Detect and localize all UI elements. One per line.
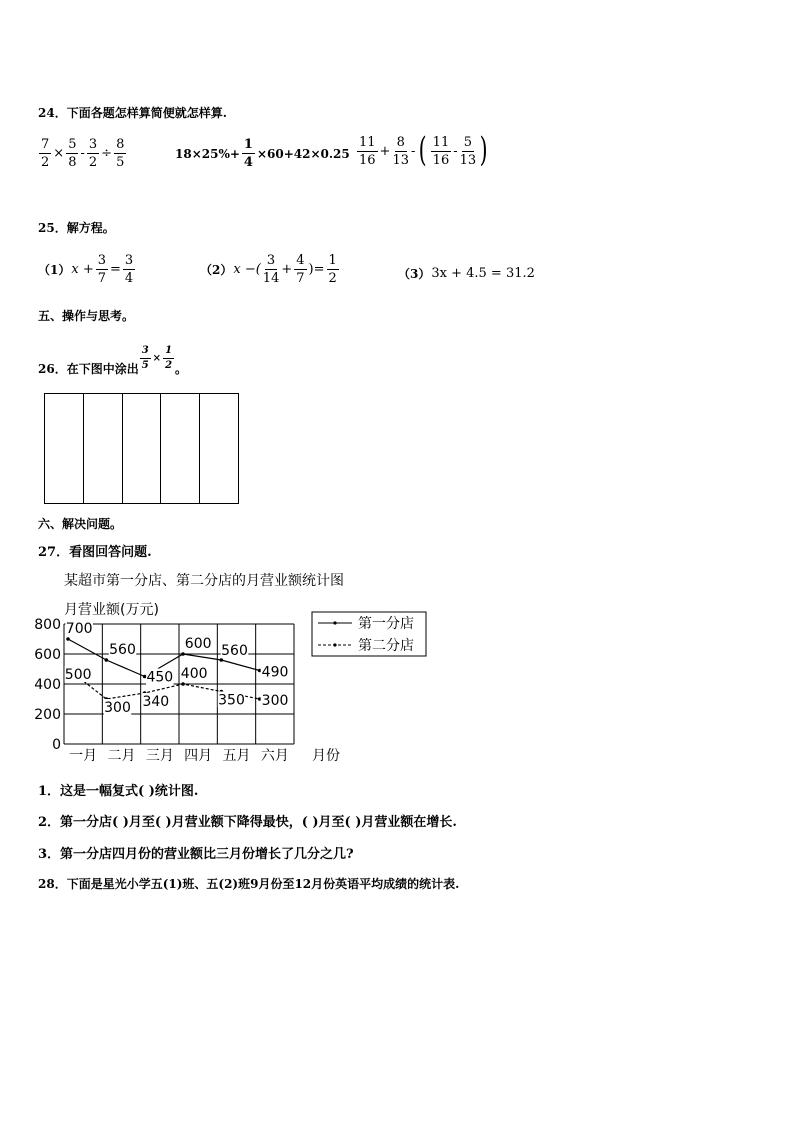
y-tick-label: 400 — [34, 677, 61, 693]
data-label-group — [261, 664, 289, 681]
data-label: 560 — [221, 643, 248, 659]
q27-sub-3: 3．第一分店四月份的营业额比三月份增长了几分之几? — [38, 847, 354, 862]
q24-expression-1: $\frac{7}{2}$ × $\frac{5}{8}$ - $\frac{3}{2}$ ÷ $\frac{8}{5}$ — [41, 137, 125, 170]
rectangle-cell[interactable] — [45, 394, 84, 503]
left-paren: ( — [419, 129, 428, 170]
fraction: $\frac{1}{4}$ — [243, 137, 253, 170]
data-label-group — [109, 641, 137, 658]
data-label: 300 — [104, 700, 131, 716]
data-label: 500 — [64, 667, 92, 683]
data-label-group — [65, 620, 93, 637]
legend-label-1: 第一分店 — [358, 616, 414, 632]
legend — [312, 612, 426, 656]
data-label-group — [104, 699, 132, 716]
data-label: 400 — [180, 666, 208, 682]
fraction: $\frac{8}{13}$ — [392, 135, 409, 168]
data-point — [181, 652, 185, 656]
shading-rectangle[interactable] — [44, 393, 239, 504]
x-tick-label: 四月 — [184, 748, 213, 764]
q24-expression-3: $\frac{11}{16}$ + $\frac{8}{13}$ - ( $\frac{11}{16}$ - $\frac{5}{13}$ ) — [359, 129, 488, 170]
rectangle-cell[interactable] — [161, 394, 200, 503]
rectangle-cell[interactable] — [84, 394, 123, 503]
right-paren: ) — [479, 129, 488, 170]
q25-equation-1: （1） x + $\frac{3}{7}$ = $\frac{3}{4}$ — [38, 253, 134, 286]
data-label-group — [261, 692, 289, 709]
x-tick-label: 一月 — [69, 748, 98, 764]
fraction: $\frac{7}{2}$ — [41, 137, 50, 170]
fraction: $\frac{5}{13}$ — [459, 135, 477, 168]
data-point — [181, 682, 185, 686]
data-point — [66, 637, 70, 641]
fraction: $\frac{1}{2}$ — [165, 345, 173, 371]
q27-sub-2: 2．第一分店( )月至( )月营业额下降得最快，( )月至( )月营业额在增长. — [38, 815, 457, 830]
data-label-group — [218, 692, 246, 709]
y-tick-label: 600 — [34, 647, 61, 663]
q26-title: 26．在下图中涂出 $\frac{3}{5}$ × $\frac{1}{2}$ 。 — [38, 345, 188, 376]
data-label-group — [180, 665, 208, 682]
rectangle-cell[interactable] — [200, 394, 238, 503]
data-labels — [64, 620, 288, 716]
rectangle-cell[interactable] — [123, 394, 162, 503]
data-label-group — [184, 635, 212, 652]
data-label: 700 — [65, 621, 93, 637]
y-tick-label: 200 — [34, 707, 61, 723]
y-axis-label: 月营业额(万元) — [64, 602, 159, 618]
line-chart — [30, 566, 510, 771]
y-tick-label: 800 — [34, 617, 61, 633]
data-label: 450 — [146, 669, 174, 686]
x-tick-labels — [69, 748, 289, 764]
x-tick-label: 五月 — [222, 748, 251, 764]
chart-grid — [64, 624, 294, 744]
x-tick-label: 二月 — [107, 748, 136, 764]
data-label: 300 — [261, 693, 289, 709]
fraction: $\frac{8}{5}$ — [116, 137, 125, 170]
data-label: 340 — [142, 694, 170, 710]
data-label-group — [146, 669, 174, 686]
data-label-group — [221, 642, 249, 659]
q27-sub-1: 1．这是一幅复式( )统计图. — [38, 784, 199, 799]
x-tick-label: 六月 — [260, 748, 289, 764]
fraction: $\frac{11}{16}$ — [432, 135, 450, 168]
data-label: 490 — [261, 664, 289, 681]
x-tick-label: 三月 — [145, 748, 174, 764]
legend-label-2: 第二分店 — [358, 638, 414, 654]
data-label-group — [142, 693, 170, 710]
q25-equation-2: （2） x −( $\frac{3}{14}$ + $\frac{4}{7}$ )= $\frac{1}{2}$ — [200, 253, 337, 286]
y-tick-labels — [34, 617, 61, 753]
x-axis-label: 月份 — [312, 748, 340, 764]
fraction: $\frac{3}{2}$ — [88, 137, 98, 170]
data-label: 560 — [109, 642, 136, 658]
section-6-title: 六、解决问题。 — [38, 517, 123, 531]
q27-title: 27．看图回答问题. — [38, 545, 152, 560]
data-label-group — [64, 666, 92, 683]
q28-title: 28．下面是星光小学五(1)班、五(2)班9月份至12月份英语平均成绩的统计表. — [38, 877, 460, 891]
q24-title: 24．下面各题怎样算简便就怎样算. — [38, 106, 227, 120]
fraction: $\frac{11}{16}$ — [359, 135, 376, 168]
chart-title: 某超市第一分店、第二分店的月营业额统计图 — [64, 573, 344, 589]
q24-expression-2: 18×25%+ $\frac{1}{4}$ ×60+42×0.25 — [175, 137, 350, 170]
legend-marker — [333, 643, 336, 646]
fraction: $\frac{3}{5}$ — [141, 345, 149, 371]
legend-marker — [333, 621, 336, 624]
data-label: 600 — [184, 636, 212, 652]
q25-title: 25．解方程。 — [38, 221, 115, 235]
data-label: 350 — [218, 692, 245, 709]
fraction: $\frac{5}{8}$ — [68, 137, 77, 170]
q25-equation-3: （3） 3x + 4.5 = 31.2 — [398, 266, 535, 281]
data-point — [105, 658, 109, 662]
section-5-title: 五、操作与思考。 — [38, 309, 135, 323]
y-tick-label: 0 — [52, 737, 61, 753]
